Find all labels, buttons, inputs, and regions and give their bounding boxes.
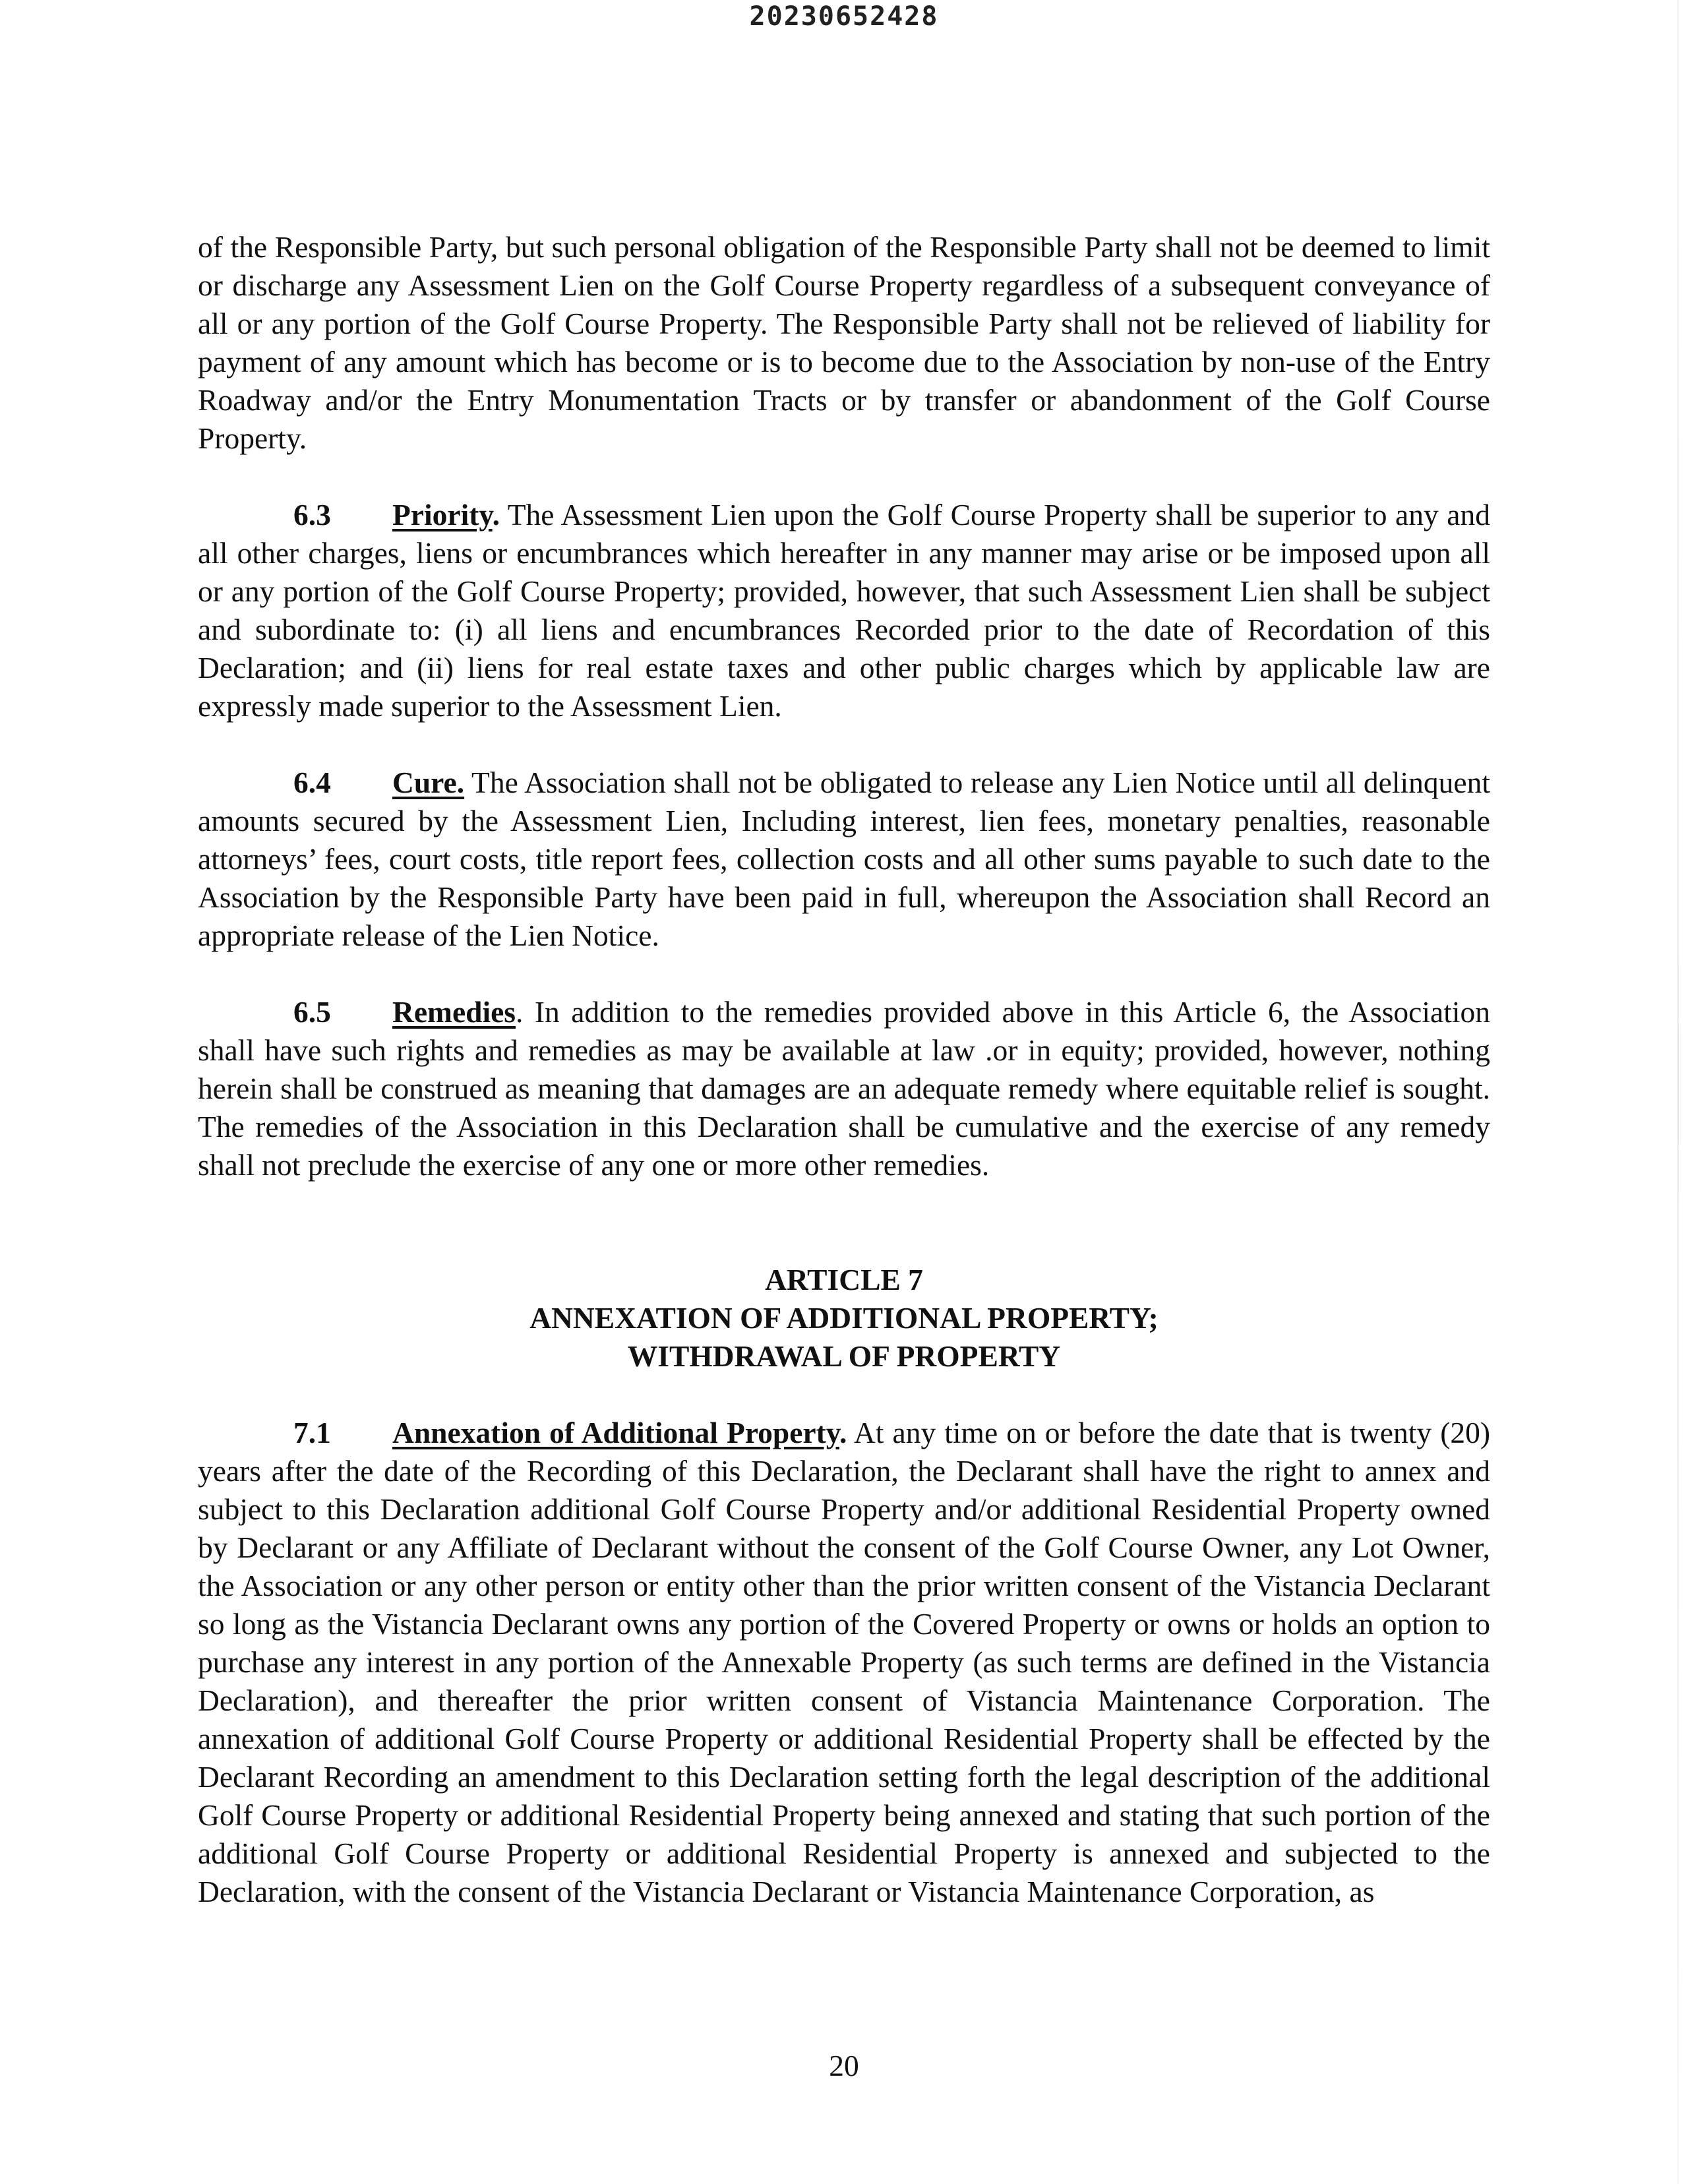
section-number: 7.1: [293, 1416, 331, 1449]
section-7-1: [198, 1414, 1490, 1911]
scan-edge-divider: [1677, 0, 1679, 2184]
article-title-line-2: WITHDRAWAL OF PROPERTY: [627, 1339, 1061, 1373]
article-title-line-1: ANNEXATION OF ADDITIONAL PROPERTY;: [529, 1301, 1159, 1335]
section-6-5: [198, 993, 1490, 1184]
section-number: 6.5: [293, 995, 331, 1029]
section-6-3: [198, 496, 1490, 725]
section-title: Remedies: [392, 995, 516, 1029]
section-6-4: [198, 764, 1490, 955]
section-number: 6.4: [293, 766, 331, 799]
section-title-punct: .: [492, 498, 500, 531]
section-text: At any time on or before the date that is twenty (20) years after the date of the Recording of this Declaration, the Declarant shall have the right to annex and subject to this Declaration additional Golf Course Property and/or additional Residential Property owned by Declarant or any Affiliate of Declarant without the consent of the Golf Course Owner, any Lot Owner, the Association or any other person or entity other than the prior written consent of the Vistancia Declarant so long as the Vistancia Declarant owns any portion of the Covered Property or owns or holds an option to purchase any interest in any portion of the Annexable Property (as such terms are defined in the Vistancia Declaration), and thereafter the prior written consent of Vistancia Maintenance Corporation. The annexation of additional Golf Course Property or additional Residential Property shall be effected by the Declarant Recording an amendment to this Declaration setting forth the legal description of the additional Golf Course Property or additional Residential Property being annexed and stating that such portion of the additional Golf Course Property or additional Residential Property is annexed and subjected to the Declaration, with the consent of the Vistancia Declarant or Vistancia Maintenance Corporation, as: [198, 1416, 1490, 1908]
article-number: ARTICLE 7: [765, 1263, 923, 1296]
page-body: [198, 228, 1490, 1911]
section-text: The Association shall not be obligated to release any Lien Notice until all delinquent amounts secured by the Assessment Lien, Including interest, lien fees, monetary penalties, reasonable attorneys’ fees, court costs, title report fees, collection costs and all other sums payable to such date to the Association by the Responsible Party have been paid in full, whereupon the Association shall Record an appropriate release of the Lien Notice.: [198, 766, 1490, 952]
article-heading: [198, 1261, 1490, 1376]
section-number: 6.3: [293, 498, 331, 531]
section-title-punct: .: [516, 995, 524, 1029]
section-title: Annexation of Additional Property: [392, 1416, 839, 1449]
section-title-punct: .: [839, 1416, 847, 1449]
continuation-paragraph: of the Responsible Party, but such personal obligation of the Responsible Party shall not be deemed to limit or discharge any Assessment Lien on the Golf Course Property regardless of a subsequent conveyance of all or any portion of the Golf Course Property. The Responsible Party shall not be relieved of liability for payment of any amount which has become or is to become due to the Association by non-use of the Entry Roadway and/or the Entry Monumentation Tracts or by transfer or abandonment of the Golf Course Property.: [198, 230, 1490, 455]
section-title: Cure.: [392, 766, 465, 799]
section-text: In addition to the remedies provided above in this Article 6, the Association shall have such rights and remedies as may be available at law .or in equity; provided, however, nothing herein shall be construed as meaning that damages are an adequate remedy where equitable relief is sought. The remedies of the Association in this Declaration shall be cumulative and the exercise of any remedy shall not preclude the exercise of any one or more other remedies.: [198, 995, 1490, 1182]
page-number: 20: [829, 2049, 859, 2082]
section-text: The Assessment Lien upon the Golf Course Property shall be superior to any and all other charges, liens or encumbrances which hereafter in any manner may arise or be imposed upon all or any portion of the Golf Course Property; provided, however, that such Assessment Lien shall be subject and subordinate to: (i) all liens and encumbrances Recorded prior to the date of Recordation of this Declaration; and (ii) liens for real estate taxes and other public charges which by applicable law are expressly made superior to the Assessment Lien.: [198, 498, 1490, 723]
section-title: Priority: [392, 498, 493, 531]
document-number: 20230652428: [749, 1, 939, 32]
